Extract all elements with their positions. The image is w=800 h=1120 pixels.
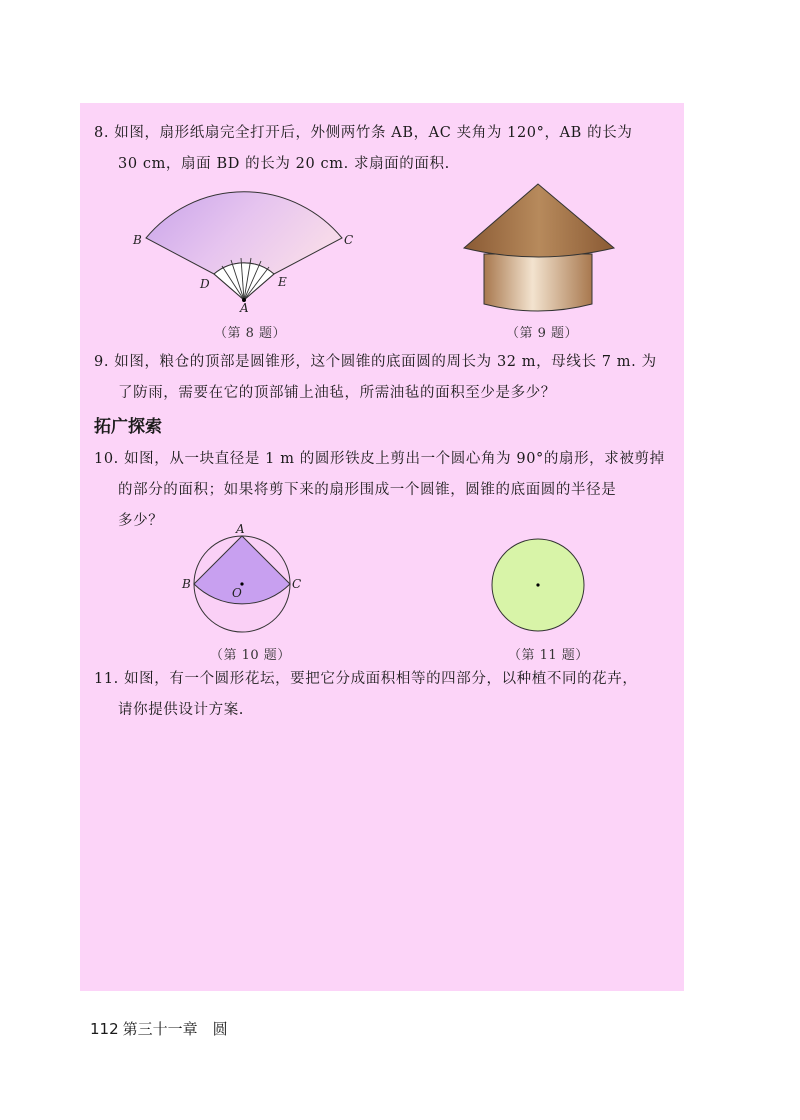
fig8-label-D: D — [200, 277, 210, 291]
fig8-label-E: E — [278, 275, 287, 289]
fig8-label-B: B — [133, 233, 142, 247]
fig10-label-O: O — [232, 586, 242, 600]
problem-8-line1: 8. 如图，扇形纸扇完全打开后，外侧两竹条 AB，AC 夹角为 120°，AB 的长为 — [94, 125, 633, 141]
page-number: 112 — [90, 1020, 119, 1038]
page-footer — [90, 1018, 228, 1039]
fig10-label-B: B — [182, 577, 191, 591]
figure-8-caption: （第 8 题） — [214, 326, 287, 341]
problem-9-line1: 9. 如图，粮仓的顶部是圆锥形，这个圆锥的底面圆的周长为 32 m，母线长 7 m. 为 — [94, 354, 657, 370]
problem-10-line3: 多少？ — [118, 513, 164, 529]
problem-8 — [94, 118, 674, 180]
problem-10-line2: 的部分的面积；如果将剪下来的扇形围成一个圆锥，圆锥的底面圆的半径是 — [118, 482, 617, 498]
section-title: 拓广探索 — [94, 417, 162, 437]
figure-10-caption: （第 10 题） — [210, 648, 291, 663]
fig8-label-C: C — [344, 233, 354, 247]
chapter-title: 第三十一章 圆 — [122, 1020, 228, 1038]
figure-10-circle-sector — [180, 524, 310, 636]
problem-11-line1: 11. 如图，有一个圆形花坛，要把它分成面积相等的四部分，以种植不同的花卉， — [94, 671, 638, 687]
fig8-label-A: A — [240, 301, 249, 315]
figure-11-caption: （第 11 题） — [508, 648, 589, 663]
figure-11-circle — [490, 537, 586, 633]
problem-10-line1: 10. 如图，从一块直径是 1 m 的圆形铁皮上剪出一个圆心角为 90°的扇形，求被剪掉 — [94, 451, 665, 467]
figure-9-caption: （第 9 题） — [506, 326, 579, 341]
figure-8-fan — [130, 180, 360, 315]
fig10-label-C: C — [292, 577, 302, 591]
problem-8-line2: 30 cm，扇面 BD 的长为 20 cm. 求扇面的面积. — [118, 156, 450, 172]
problem-11 — [94, 664, 674, 726]
problem-11-line2: 请你提供设计方案. — [118, 702, 245, 718]
fig10-label-A: A — [236, 522, 245, 536]
problem-9 — [94, 347, 674, 409]
problem-9-line2: 了防雨，需要在它的顶部铺上油毡，所需油毡的面积至少是多少？ — [118, 385, 556, 401]
figure-9-granary — [460, 182, 620, 318]
